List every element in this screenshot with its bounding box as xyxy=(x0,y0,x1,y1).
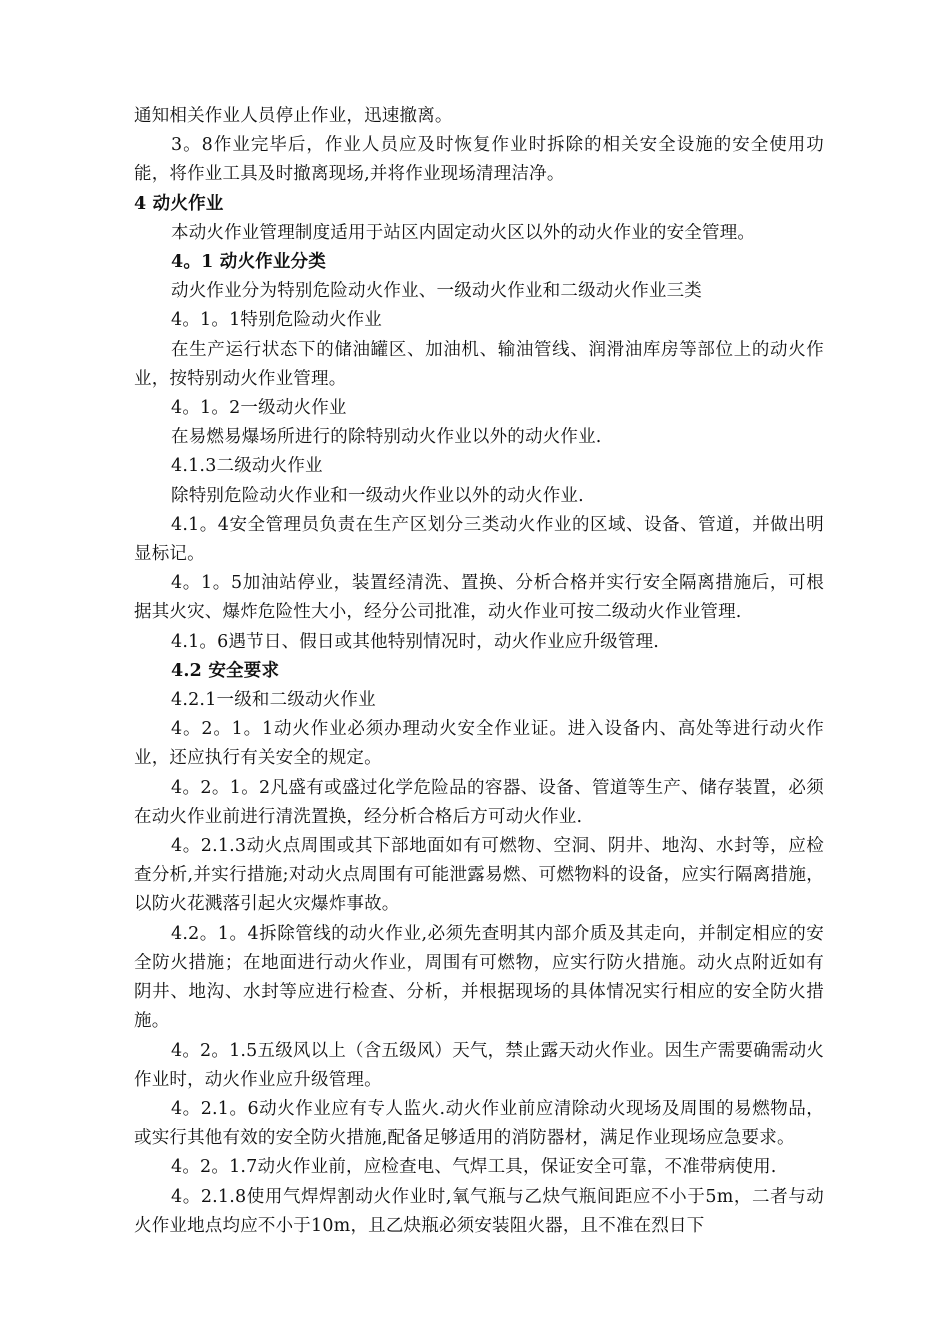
paragraph: 动火作业分为特别危险动火作业、一级动火作业和二级动火作业三类 xyxy=(171,281,702,302)
paragraph: 4.2.1一级和二级动火作业 xyxy=(171,690,376,711)
paragraph: 4.1.3二级动火作业 xyxy=(171,456,323,477)
paragraph: 4。2。1.7动火作业前，应检查电、气焊工具，保证安全可靠，不准带病使用. xyxy=(171,1157,777,1178)
paragraph: 除特别危险动火作业和一级动火作业以外的动火作业. xyxy=(171,485,584,506)
paragraph: 3。8作业完毕后，作业人员应及时恢复作业时拆除的相关安全设施的安全使用功能，将作业工具及时撤离现场,并将作业现场清理洁净。 xyxy=(134,135,824,185)
paragraph: 在易燃易爆场所进行的除特别动火作业以外的动火作业. xyxy=(171,427,602,448)
document-body xyxy=(134,102,824,1241)
paragraph: 4.1。6遇节日、假日或其他特别情况时，动火作业应升级管理. xyxy=(171,631,660,652)
paragraph: 4。1。5加油站停业，装置经清洗、置换、分析合格并实行安全隔离措施后，可根据其火灾、爆炸危险性大小，经分公司批准，动火作业可按二级动火作业管理. xyxy=(134,573,824,623)
paragraph: 本动火作业管理制度适用于站区内固定动火区以外的动火作业的安全管理。 xyxy=(171,222,756,243)
paragraph: 4.1。4安全管理员负责在生产区划分三类动火作业的区域、设备、管道，并做出明显标记。 xyxy=(134,514,824,565)
paragraph: 在生产运行状态下的储油罐区、加油机、输油管线、润滑油库房等部位上的动火作业，按特别动火作业管理。 xyxy=(134,339,824,389)
paragraph: 4。1。2一级动火作业 xyxy=(171,398,347,419)
paragraph: 4。2.1.3动火点周围或其下部地面如有可燃物、空洞、阴井、地沟、水封等，应检查分析,并实行措施;对动火点周围有可能泄露易燃、可燃物料的设备，应实行隔离措施，以防火花溅落引起火灾爆炸事故。 xyxy=(134,836,824,915)
paragraph: 4。2.1。6动火作业应有专人监火.动火作业前应清除动火现场及周围的易燃物品，或实行其他有效的安全防火措施,配备足够适用的消防器材，满足作业现场应急要求。 xyxy=(134,1098,824,1149)
paragraph: 4。2。1.5五级风以上（含五级风）天气，禁止露天动火作业。因生产需要确需动火作业时，动火作业应升级管理。 xyxy=(134,1040,824,1090)
paragraph: 4。2。1。1动火作业必须办理动火安全作业证。进入设备内、高处等进行动火作业，还应执行有关安全的规定。 xyxy=(134,719,824,769)
paragraph: 4。2.1.8使用气焊焊割动火作业时,氧气瓶与乙炔气瓶间距应不小于5m，二者与动火作业地点均应不小于10m，且乙炔瓶必须安装阻火器，且不准在烈日下 xyxy=(134,1186,824,1236)
paragraph: 通知相关作业人员停止作业，迅速撤离。 xyxy=(134,106,453,126)
paragraph: 4.2。1。4拆除管线的动火作业,必须先查明其内部介质及其走向，并制定相应的安全防火措施；在地面进行动火作业，周围有可燃物，应实行防火措施。动火点附近如有阴井、地沟、水封等应进行检查、分析，并根据现场的具体情况实行相应的安全防火措施。 xyxy=(134,923,824,1032)
section-heading: 4 动火作业 xyxy=(134,193,224,214)
paragraph: 4。2。1。2凡盛有或盛过化学危险品的容器、设备、管道等生产、储存装置，必须在动火作业前进行清洗置换，经分析合格后方可动火作业. xyxy=(134,777,824,827)
subsection-heading: 4.2 安全要求 xyxy=(171,660,280,681)
subsection-heading: 4。1 动火作业分类 xyxy=(171,252,326,273)
paragraph: 4。1。1特别危险动火作业 xyxy=(171,310,383,331)
